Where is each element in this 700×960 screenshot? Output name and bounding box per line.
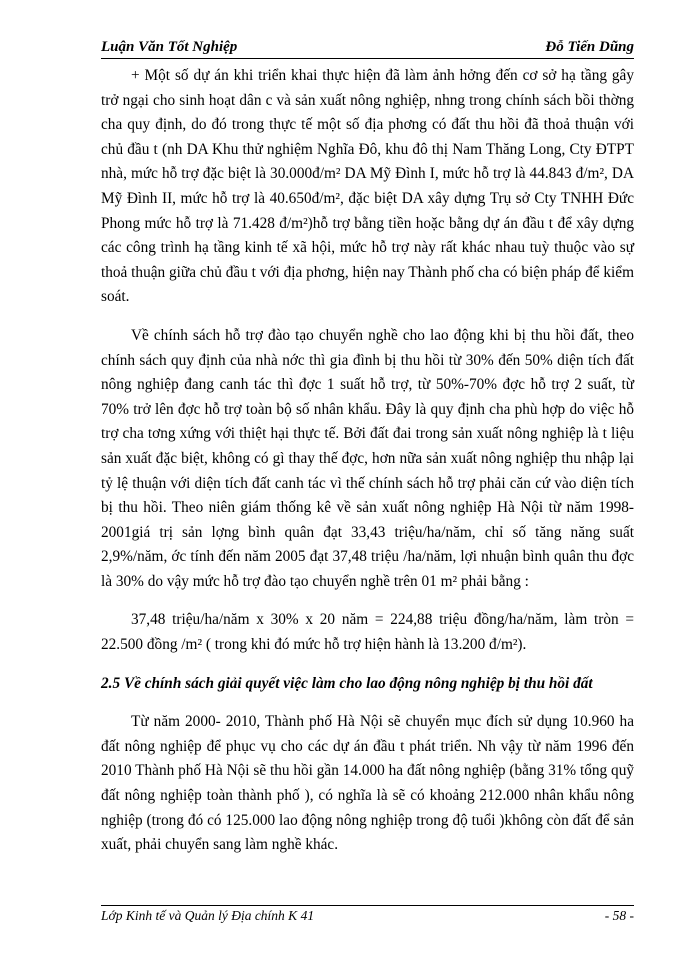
page-number: - 58 - — [604, 908, 634, 923]
paragraph-land-conversion: Từ năm 2000- 2010, Thành phố Hà Nội sẽ chuyển mục đích sử dụng 10.960 ha đất nông nghiệp để phục vụ cho các dự án đầu t phát triển. Nh vậy từ năm 1996 đến 2010 Thành phố Hà Nội sẽ thu hồi gần 14.000 ha đất nông nghiệp (bằng 31% tổng quỹ đất nông nghiệp toàn thành phố ), có nghĩa là sẽ có khoảng 212.000 nhân khẩu nông nghiệp (trong đó có 125.000 lao động nông nghiệp trong độ tuổi )không còn đất để sản xuất, phải chuyển sang làm nghề khác. — [101, 713, 634, 854]
page-header — [101, 36, 634, 59]
body-text — [101, 64, 634, 872]
footer-class-name: Lớp Kinh tế và Quản lý Địa chính K 41 — [101, 908, 315, 923]
paragraph-calculation: 37,48 triệu/ha/năm x 30% x 20 năm = 224,88 triệu đồng/ha/năm, làm tròn = 22.500 đồng /m² ( trong khi đó mức hỗ trợ hiện hành là 13.200 đ/m²). — [101, 611, 634, 654]
paragraph-training-support: Về chính sách hỗ trợ đào tạo chuyển nghề cho lao động khi bị thu hồi đất, theo chính sách quy định của nhà nớc thì gia đình bị thu hồi từ 30% đến 50% diện tích đất nông nghiệp đang canh tác thì đợc 1 suất hỗ trợ, từ 50%-70% đợc hỗ trợ 2 suất, từ 70% trở lên đợc hỗ trợ toàn bộ số nhân khẩu. Đây là quy định cha phù hợp do việc hỗ trợ cha tơng xứng với thiệt hại thực tế. Bởi đất đai trong sản xuất nông nghiệp là t liệu sản xuất đặc biệt, không có gì thay thế đợc, hơn nữa sản xuất nông nghiệp thu nhập lại tỷ lệ thuận với diện tích đất canh tác vì thế chính sách hỗ trợ phải căn cứ vào diện tích bị thu hồi. Theo niên giám thống kê về sản xuất nông nghiệp Hà Nội từ năm 1998- 2001giá trị sản lợng bình quân đạt 33,43 triệu/ha/năm, chỉ số tăng năng suất 2,9%/năm, ớc tính đến năm 2005 đạt 37,48 triệu /ha/năm, lợi nhuận bình quân thu đợc là 30% do vậy mức hỗ trợ đào tạo chuyển nghề trên 01 m² phải bằng : — [101, 326, 634, 590]
section-heading: 2.5 Về chính sách giải quyết việc làm cho lao động nông nghiệp bị thu hồi đất — [101, 674, 593, 692]
header-thesis-title: Luận Văn Tốt Nghiệp — [101, 39, 238, 55]
paragraph-impact-support: + Một số dự án khi triển khai thực hiện đã làm ảnh hởng đến cơ sở hạ tầng gây trở ngại cho sinh hoạt dân c và sản xuất nông nghiệp, nhng trong chính sách bồi thờng cha quy định, do đó trong thực tế một số địa phơng có đất thu hồi đã thoả thuận với chủ đầu t (nh DA Khu thử nghiệm Nghĩa Đô, khu đô thị Nam Thăng Long, Cty ĐTPT nhà, mức hỗ trợ đặc biệt là 30.000đ/m² DA Mỹ Đình I, mức hỗ trợ là 44.843 đ/m², DA Mỹ Đình II, mức hỗ trợ là 40.650đ/m², đặc biệt DA xây dựng Trụ sở Cty TNHH Đức Phong mức hỗ trợ là 71.428 đ/m²)hỗ trợ bằng tiền hoặc bằng dự án đầu t để xây dựng các công trình hạ tầng kinh tế xã hội, mức hỗ trợ này rất khác nhau tuỳ thuộc vào sự thoả thuận giữa chủ đầu t với địa phơng, hiện nay Thành phố cha có biện pháp để kiểm soát. — [101, 67, 634, 306]
page-footer — [101, 905, 634, 928]
header-author-name: Đỗ Tiến Dũng — [545, 39, 634, 55]
